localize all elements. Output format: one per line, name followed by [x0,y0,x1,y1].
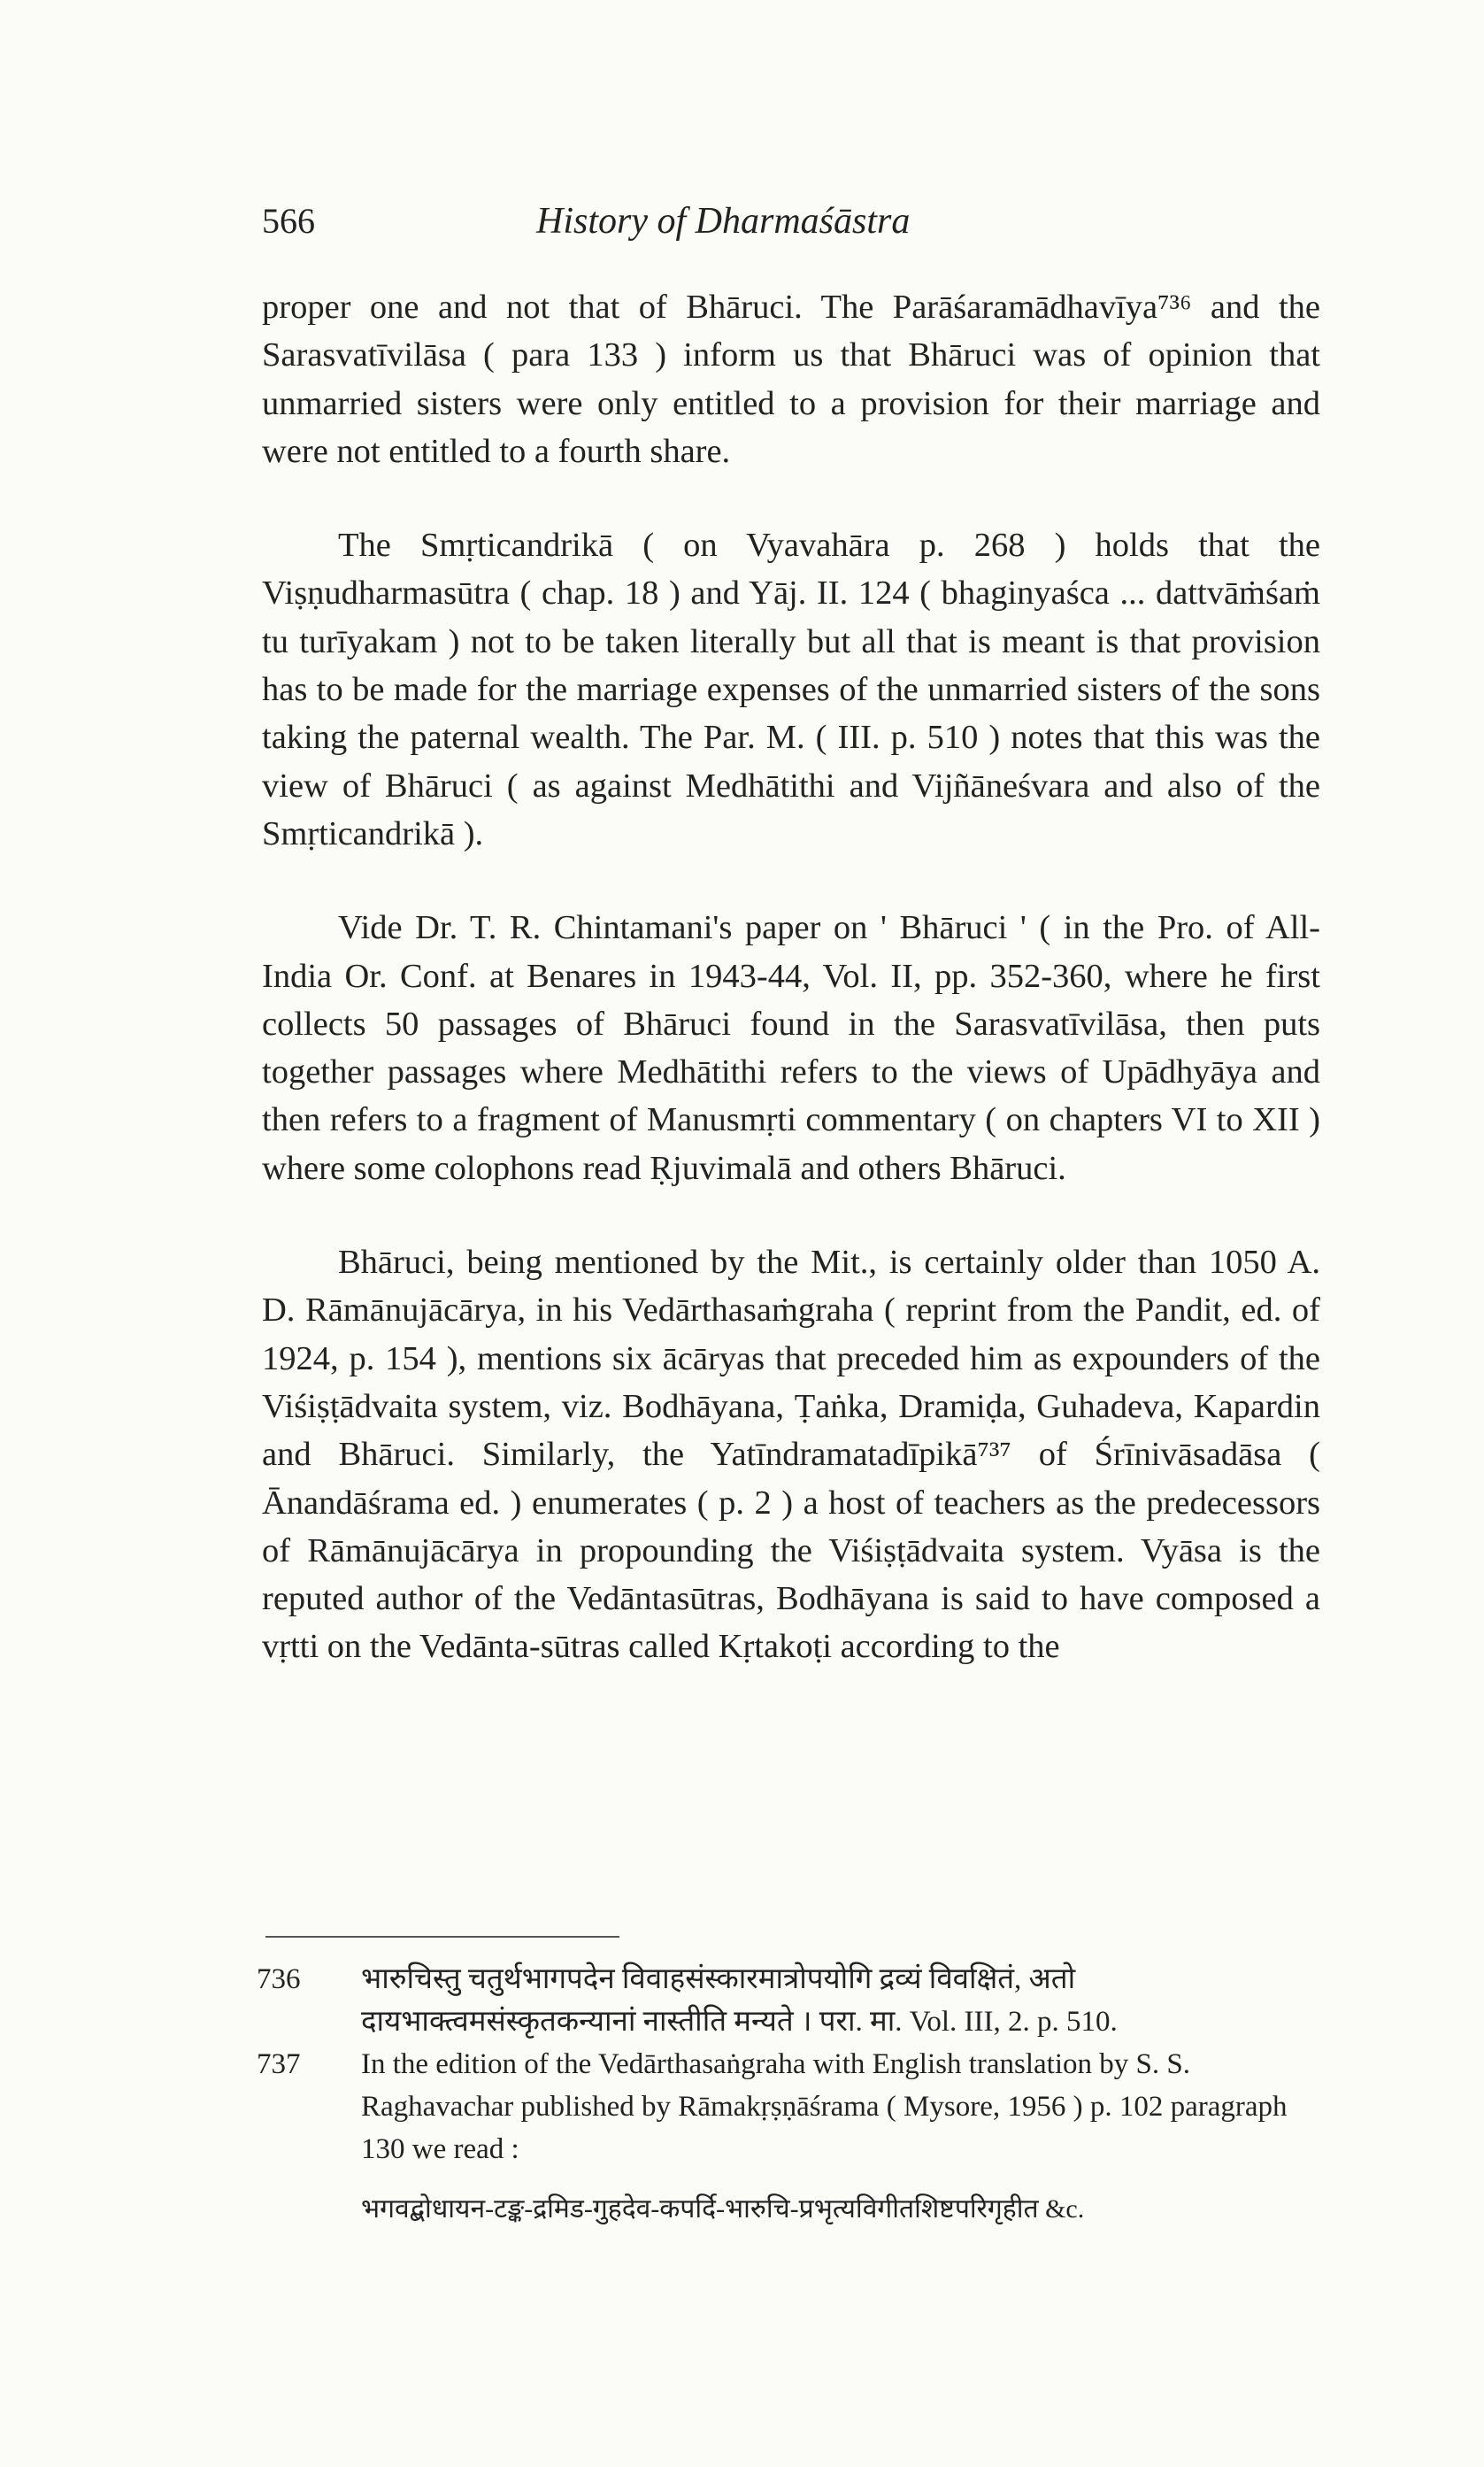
paragraph: proper one and not that of Bhāruci. The Parāśaramādhavīya⁷³⁶ and the Sarasvatīvilāsa ( para 133 ) inform us that Bhāruci was of opinion that unmarried sisters were only entitled to a provision for their marriage and were not entitled to a fourth share. [262,289,1320,470]
footnote [257,2043,1323,2170]
page-number: 566 [262,201,315,241]
paragraph: Vide Dr. T. R. Chintamani's paper on ' Bhāruci ' ( in the Pro. of All-India Or. Conf. at Benares in 1943-44, Vol. II, pp. 352-360, where he first collects 50 passages of Bhāruci found in the Sarasvatīvilāsa, then puts together passages where Medhātithi refers to the views of Upādhyāya and then refers to a fragment of Manusmṛti commentary ( on chapters VI to XII ) where some colophons read Ṛjuvimalā and others Bhāruci. [262,909,1320,1187]
paragraph: The Smṛticandrikā ( on Vyavahāra p. 268 ) holds that the Viṣṇudharmasūtra ( chap. 18 ) and Yāj. II. 124 ( bhaginyaśca ... dattvāṁśaṁ tu turīyakam ) not to be taken literally but all that is meant is that provision has to be made for the marriage expenses of the unmarried sisters of the sons taking the paternal wealth. The Par. M. ( III. p. 510 ) notes that this was the view of Bhāruci ( as against Medhātithi and Vijñāneśvara and also of the Smṛticandrikā ). [262,527,1320,852]
footnote-number: 736 [257,1963,301,1995]
footnote-text: In the edition of the Vedārthasaṅgraha with English translation by S. S. Raghavachar published by Rāmakṛṣṇāśrama ( Mysore, 1956 ) p. 102 paragraph 130 we read : [361,2048,1288,2165]
main-text [262,283,1320,1717]
page-header [262,200,1324,253]
footnote-separator [265,1936,619,1938]
footnote-text: भारुचिस्तु चतुर्थभागपदेन विवाहसंस्कारमात्रोपयोगि द्रव्यं विवक्षितं, अतो दायभाक्त्वमसंस्कृतकन्यानां नास्तीति मन्यते । परा. मा. Vol. III, 2. p. 510. [361,1963,1118,2038]
footnote-number: 737 [257,2048,301,2080]
paragraph: Bhāruci, being mentioned by the Mit., is certainly older than 1050 A. D. Rāmānujācārya, in his Vedārthasaṁgraha ( reprint from the Pandit, ed. of 1924, p. 154 ), mentions six ācāryas that preceded him as expounders of the Viśiṣṭādvaita system, viz. Bodhāyana, Ṭaṅka, Dramiḍa, Guhadeva, Kapardin and Bhāruci. Similarly, the Yatīndramatadīpikā⁷³⁷ of Śrīnivāsadāsa ( Ānandāśrama ed. ) enumerates ( p. 2 ) a host of teachers as the predecessors of Rāmānujācārya in propounding the Viśiṣṭādvaita system. Vyāsa is the reputed author of the Vedāntasūtras, Bodhāyana is said to have composed a vṛtti on the Vedānta-sūtras called Kṛtakoṭi according to the [262,1244,1320,1666]
running-title: History of Dharmaśāstra [536,201,911,242]
footnote-quote: भगवद्बोधायन-टङ्क-द्रमिड-गुहदेव-कपर्दि-भारुचि-प्रभृत्यविगीतशिष्टपरिगृहीत &c. [361,2194,1085,2224]
footnote [257,1958,1323,2043]
